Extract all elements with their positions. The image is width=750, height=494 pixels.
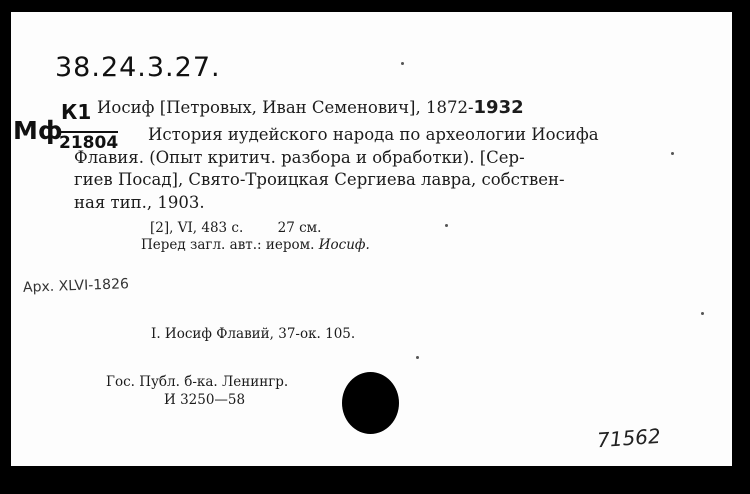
author-heading-text: Иосиф [Петровых, Иван Семенович], 1872- xyxy=(97,98,474,117)
speck xyxy=(701,312,704,315)
call-number: 38.24.3.27. xyxy=(55,52,221,83)
archive-shelf-mark: Арх. XLVI-1826 xyxy=(22,276,130,296)
speck xyxy=(401,62,404,65)
author-heading xyxy=(97,97,524,118)
speck xyxy=(445,224,448,227)
speck xyxy=(416,356,419,359)
note xyxy=(141,237,370,253)
title-line-1: История иудейского народа по археологии Иосифа xyxy=(148,125,599,144)
code-mf: Мф xyxy=(13,116,63,145)
serial-number: 71562 xyxy=(596,423,662,453)
holding-number: И 3250—58 xyxy=(164,392,246,408)
holding-library: Гос. Публ. б-ка. Ленингр. xyxy=(106,374,289,390)
catalog-card xyxy=(11,12,732,466)
title-line-3: гиев Посад], Свято-Троицкая Сергиева лавра, собствен- xyxy=(74,170,565,189)
code-number: 21804 xyxy=(59,133,119,153)
code-k1: К1 xyxy=(61,100,92,124)
title-line-2: Флавия. (Опыт критич. разбора и обработки). [Сер- xyxy=(74,147,525,167)
speck xyxy=(671,152,674,155)
note-prefix: Перед загл. авт.: иером. xyxy=(141,237,319,253)
title-line-4: ная тип., 1903. xyxy=(74,192,205,212)
subject-tracing: I. Иосиф Флавий, 37-ок. 105. xyxy=(151,326,356,342)
note-author-name: Иосиф. xyxy=(318,237,370,253)
death-year-handwritten: 1932 xyxy=(473,97,524,118)
title-block xyxy=(74,124,664,214)
punch-hole xyxy=(342,372,399,434)
collation: [2], VI, 483 с. 27 см. xyxy=(150,220,322,236)
